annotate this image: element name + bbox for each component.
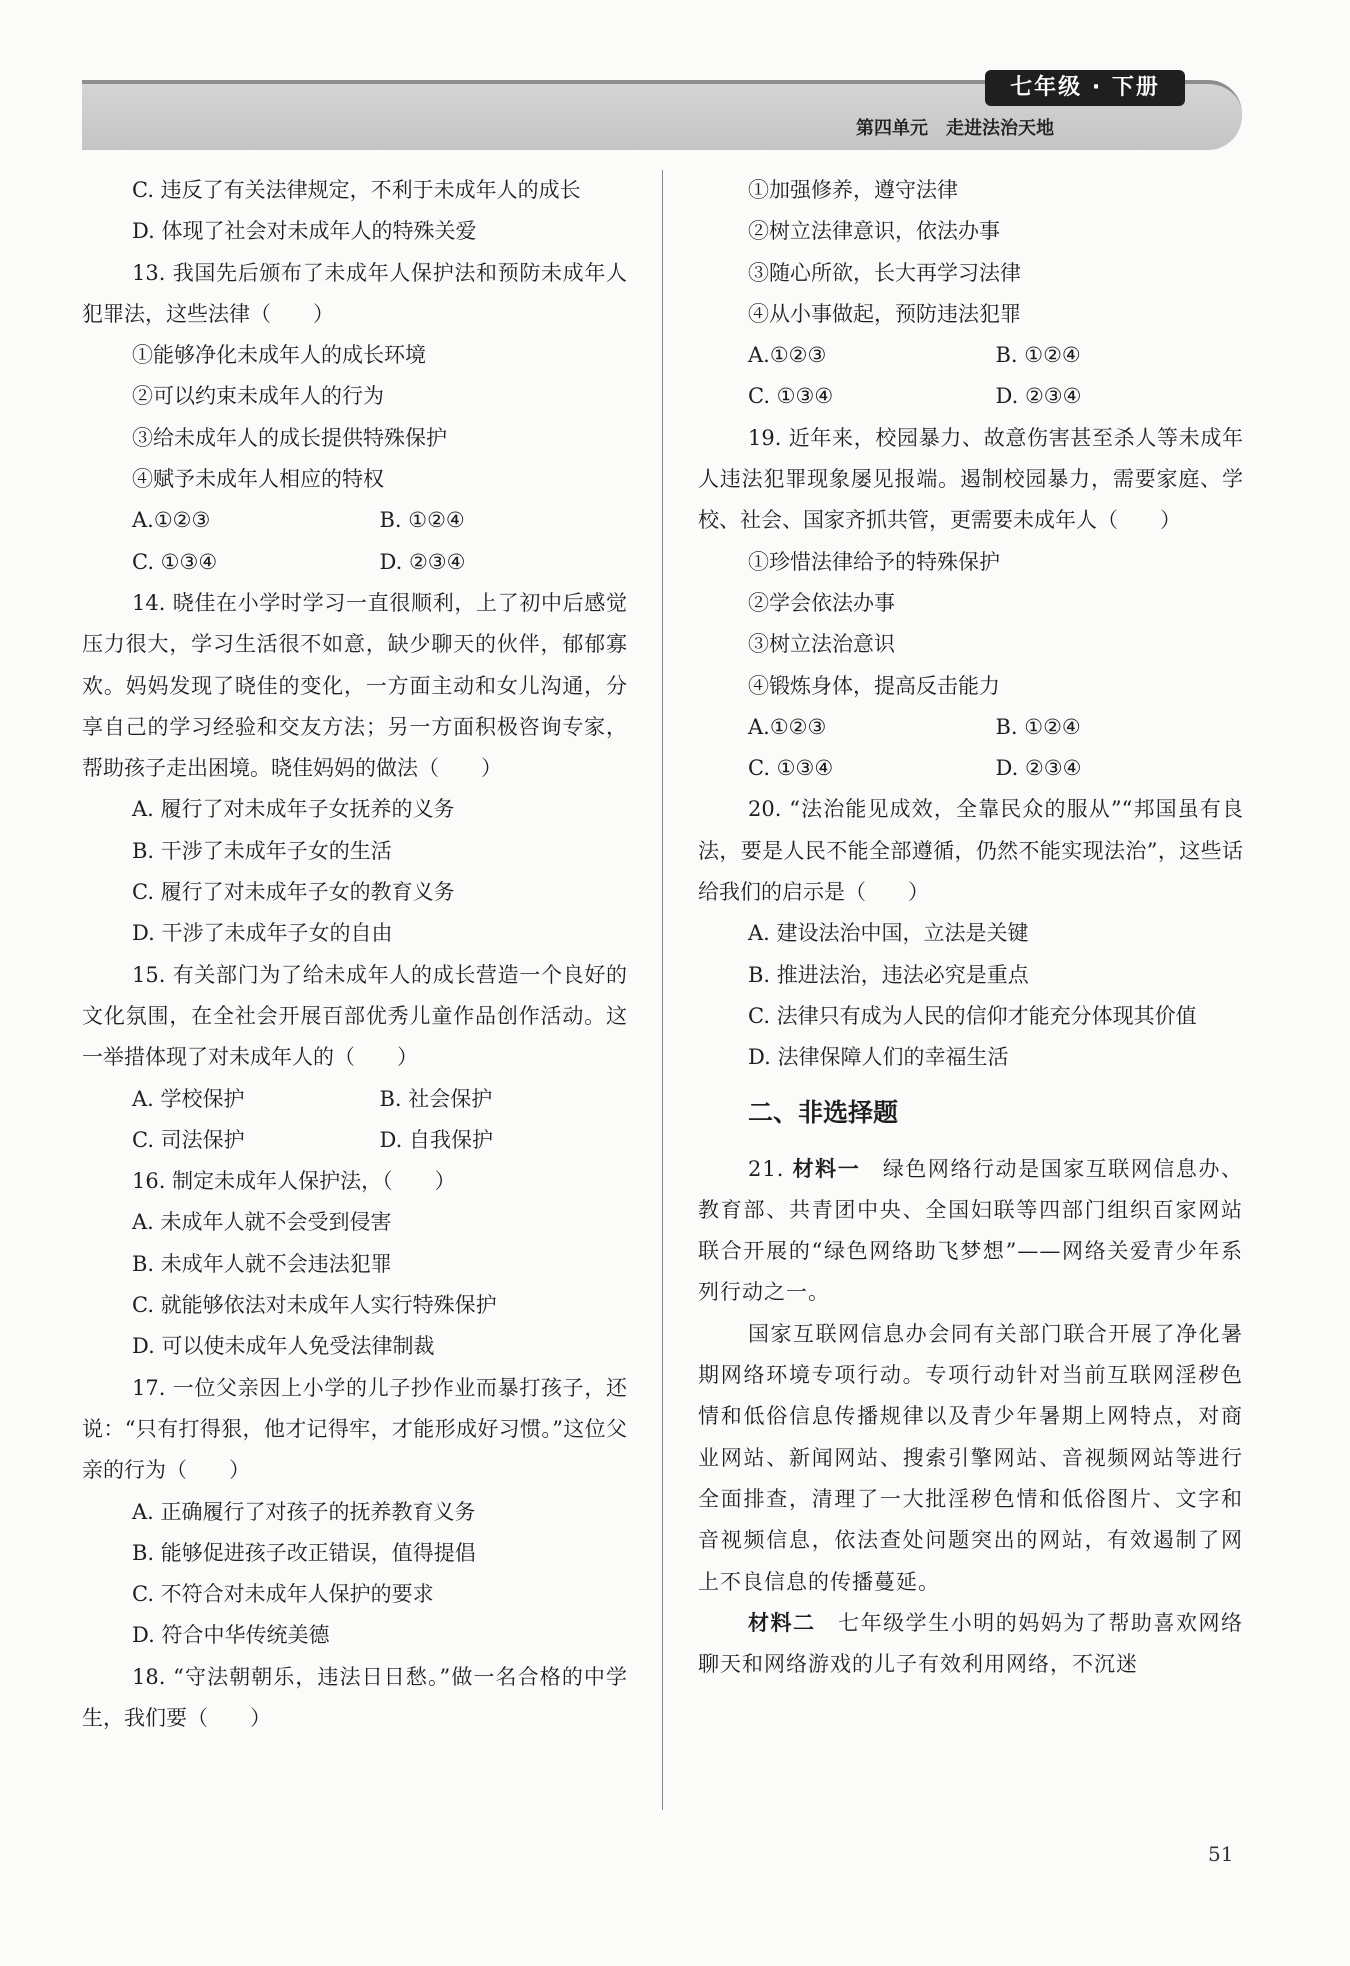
question-13: 13. 我国先后颁布了未成年人保护法和预防未成年人犯罪法，这些法律（ ） bbox=[82, 260, 627, 326]
option-c: C. ①③④ bbox=[132, 549, 218, 574]
option-d: D. 符合中华传统美德 bbox=[132, 1623, 330, 1648]
question-21-number: 21. bbox=[748, 1156, 785, 1181]
option-a: A. 履行了对未成年子女抚养的义务 bbox=[132, 797, 455, 822]
option-b: B. 社会保护 bbox=[379, 1086, 493, 1111]
question-20: 20. “法治能见成效，全靠民众的服从”“邦国虽有良法，要是人民不能全部遵循，仍然不能实现法治”，这些话给我们的启示是（ ） bbox=[698, 797, 1243, 905]
option-c: C. 不符合对未成年人保护的要求 bbox=[132, 1582, 434, 1607]
option-a: A.①②③ bbox=[748, 343, 827, 368]
option-c: C. 履行了对未成年子女的教育义务 bbox=[132, 880, 455, 905]
material-one-text: 绿色网络行动是国家互联网信息办、教育部、共青团中央、全国妇联等四部门组织百家网站联合开展的“绿色网络助飞梦想”——网络关爱青少年系列行动之一。 bbox=[698, 1156, 1244, 1305]
material-one-intro bbox=[698, 1149, 1243, 1314]
unit-number: 第四单元 bbox=[856, 118, 928, 139]
statement-item: ③随心所欲，长大再学习法律 bbox=[748, 260, 1021, 285]
question-19: 19. 近年来，校园暴力、故意伤害甚至杀人等未成年人违法犯罪现象屡见报端。遏制校园暴力，需要家庭、学校、社会、国家齐抓共管，更需要未成年人（ ） bbox=[698, 425, 1243, 533]
question-17: 17. 一位父亲因上小学的儿子抄作业而暴打孩子，还说：“只有打得狠，他才记得牢，才能形成好习惯。”这位父亲的行为（ ） bbox=[82, 1375, 627, 1483]
unit-title: 走进法治天地 bbox=[946, 118, 1054, 139]
grade-label: 七年级 · 下册 bbox=[985, 70, 1185, 106]
option-a: A.①②③ bbox=[132, 508, 211, 533]
option-row bbox=[698, 748, 1243, 789]
option-row bbox=[698, 376, 1243, 417]
option-c: C. 就能够依法对未成年人实行特殊保护 bbox=[132, 1293, 497, 1318]
option-row bbox=[82, 500, 627, 541]
option-a: A.①②③ bbox=[748, 714, 827, 739]
option-b: B. ①②④ bbox=[995, 714, 1081, 739]
question-16: 16. 制定未成年人保护法，（ ） bbox=[132, 1169, 456, 1194]
option-text: C. 违反了有关法律规定，不利于未成年人的成长 bbox=[132, 178, 581, 202]
material-one-detail: 国家互联网信息办会同有关部门联合开展了净化暑期网络环境专项行动。专项行动针对当前互联网淫秽色情和低俗信息传播规律以及青少年暑期上网特点，对商业网站、新闻网站、搜索引擎网站、音视频网站等进行全面排查，清理了一大批淫秽色情和低俗图片、文字和音视频信息，依法查处问题突出的网站，有效遏制了网上不良信息的传播蔓延。 bbox=[698, 1321, 1243, 1594]
option-c: C. ①③④ bbox=[748, 384, 834, 409]
statement-item: ②树立法律意识，依法办事 bbox=[748, 219, 1000, 244]
option-d: D. ②③④ bbox=[995, 756, 1082, 781]
statement-item: ①能够净化未成年人的成长环境 bbox=[132, 343, 426, 368]
option-b: B. 能够促进孩子改正错误，值得提倡 bbox=[132, 1540, 476, 1565]
option-row bbox=[82, 1120, 627, 1161]
material-two-label: 材料二 bbox=[748, 1610, 816, 1635]
right-column bbox=[698, 170, 1243, 1685]
statement-item: ①珍惜法律给予的特殊保护 bbox=[748, 549, 1000, 574]
option-a: A. 学校保护 bbox=[132, 1086, 245, 1111]
option-d: D. 法律保障人们的幸福生活 bbox=[748, 1045, 1009, 1070]
option-c: C. 司法保护 bbox=[132, 1127, 245, 1152]
question-15: 15. 有关部门为了给未成年人的成长营造一个良好的文化氛围，在全社会开展百部优秀儿童作品创作活动。这一举措体现了对未成年人的（ ） bbox=[82, 962, 627, 1070]
statement-item: ④锻炼身体，提高反击能力 bbox=[748, 673, 1000, 698]
statement-item: ④从小事做起，预防违法犯罪 bbox=[748, 301, 1021, 326]
option-a: A. 未成年人就不会受到侵害 bbox=[132, 1210, 392, 1235]
column-divider bbox=[662, 170, 663, 1810]
section-heading: 二、非选择题 bbox=[748, 1097, 899, 1127]
option-d: D. 干涉了未成年子女的自由 bbox=[132, 921, 393, 946]
option-a: A. 正确履行了对孩子的抚养教育义务 bbox=[132, 1499, 476, 1524]
option-b: B. ①②④ bbox=[995, 343, 1081, 368]
option-d: D. ②③④ bbox=[379, 549, 466, 574]
material-one-label: 材料一 bbox=[792, 1156, 861, 1181]
option-d: D. 可以使未成年人免受法律制裁 bbox=[132, 1334, 435, 1359]
option-b: B. ①②④ bbox=[379, 508, 465, 533]
option-row bbox=[698, 707, 1243, 748]
material-two-text: 七年级学生小明的妈妈为了帮助喜欢网络聊天和网络游戏的儿子有效利用网络，不沉迷 bbox=[698, 1610, 1244, 1677]
option-text: D. 体现了社会对未成年人的特殊关爱 bbox=[132, 219, 477, 244]
option-row bbox=[82, 542, 627, 583]
unit-heading bbox=[856, 114, 1156, 140]
statement-item: ①加强修养，遵守法律 bbox=[748, 178, 958, 202]
material-two bbox=[698, 1603, 1243, 1686]
question-14: 14. 晓佳在小学时学习一直很顺利，上了初中后感觉压力很大，学习生活很不如意，缺少聊天的伙伴，郁郁寡欢。妈妈发现了晓佳的变化，一方面主动和女儿沟通，分享自己的学习经验和交友方法；另一方面积极咨询专家，帮助孩子走出困境。晓佳妈妈的做法（ ） bbox=[82, 590, 627, 781]
statement-item: ②可以约束未成年人的行为 bbox=[132, 384, 384, 409]
statement-item: ④赋予未成年人相应的特权 bbox=[132, 467, 384, 492]
left-column bbox=[82, 170, 627, 1739]
option-a: A. 建设法治中国，立法是关键 bbox=[748, 921, 1029, 946]
option-d: D. ②③④ bbox=[995, 384, 1082, 409]
statement-item: ②学会依法办事 bbox=[748, 590, 895, 615]
option-b: B. 干涉了未成年子女的生活 bbox=[132, 838, 392, 863]
question-18: 18. “守法朝朝乐，违法日日愁。”做一名合格的中学生，我们要（ ） bbox=[82, 1664, 627, 1730]
option-row bbox=[82, 1079, 627, 1120]
option-row bbox=[698, 335, 1243, 376]
option-d: D. 自我保护 bbox=[379, 1127, 493, 1152]
option-b: B. 推进法治，违法必究是重点 bbox=[748, 962, 1029, 987]
option-b: B. 未成年人就不会违法犯罪 bbox=[132, 1251, 392, 1276]
statement-item: ③给未成年人的成长提供特殊保护 bbox=[132, 425, 447, 450]
statement-item: ③树立法治意识 bbox=[748, 632, 895, 657]
option-c: C. ①③④ bbox=[748, 756, 834, 781]
option-c: C. 法律只有成为人民的信仰才能充分体现其价值 bbox=[748, 1003, 1197, 1028]
page-number: 51 bbox=[1208, 1842, 1234, 1866]
